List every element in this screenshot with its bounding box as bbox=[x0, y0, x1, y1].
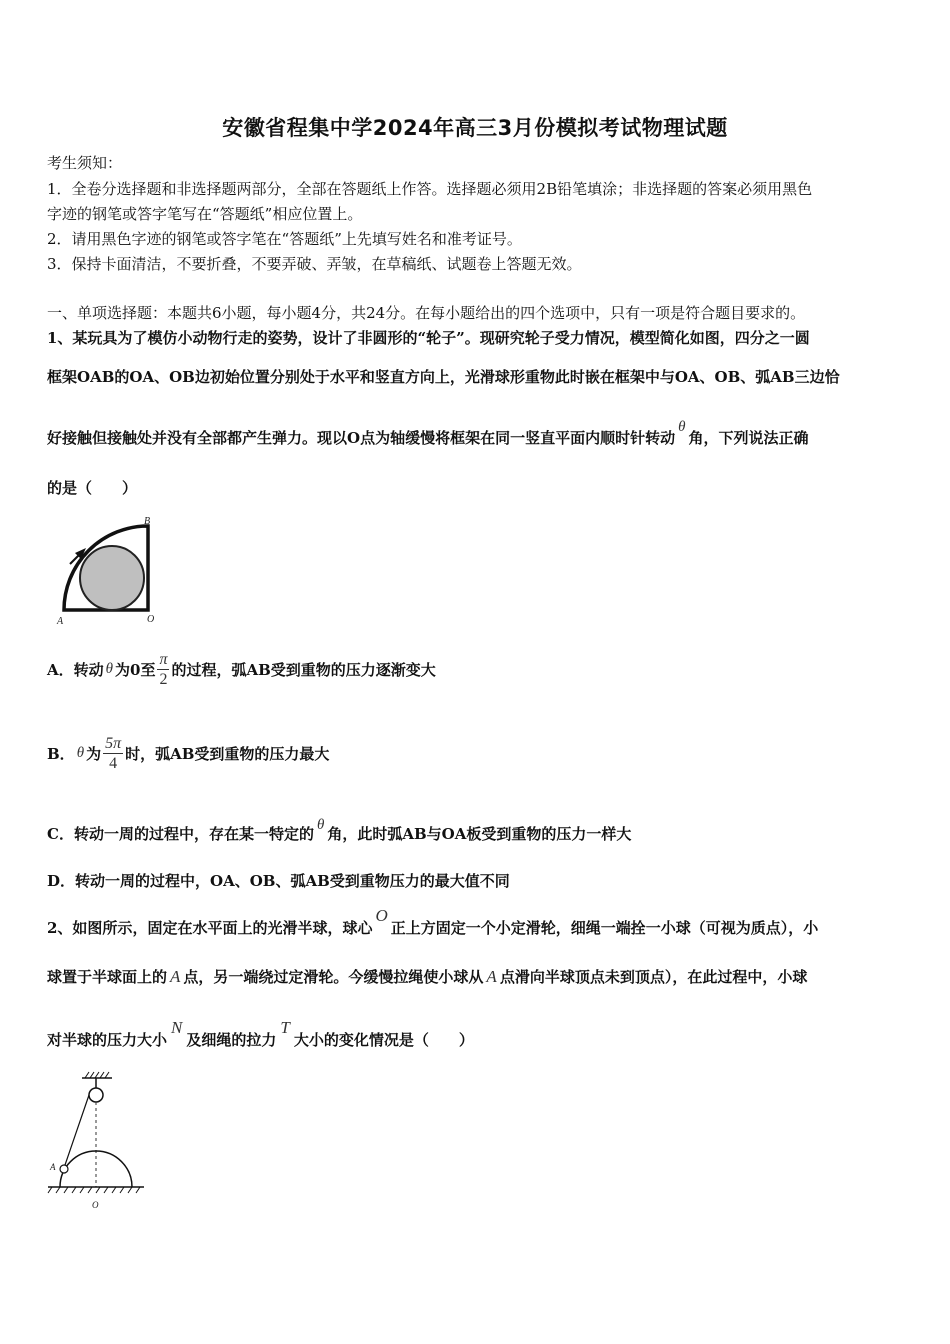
q1-line: 的是（ ） bbox=[47, 479, 138, 497]
q1-line: 框架OAB的OA、OB边初始位置分别处于水平和竖直方向上，光滑球形重物此时嵌在框架中与OA、OB、弧AB三边恰 bbox=[47, 368, 840, 386]
label-A: A bbox=[50, 1162, 56, 1172]
q2-line: 对半球的压力大小N及细绳的拉力T大小的变化情况是（ ） bbox=[47, 1018, 474, 1049]
label-A: A bbox=[57, 616, 64, 627]
fraction: $\frac{\pi}{2}$ bbox=[159, 651, 168, 689]
label-O: O bbox=[147, 614, 155, 625]
q2-line: 2、如图所示，固定在水平面上的光滑半球，球心O正上方固定一个小定滑轮，细绳一端拴一小球（可视为质点），小 bbox=[47, 906, 819, 937]
page-title: 安徽省程集中学2024年高三3月份模拟考试物理试题 bbox=[222, 116, 728, 140]
q1-line: 好接触但接触处并没有全部都产生弹力。现以O点为轴缓慢将框架在同一竖直平面内顺时针转动θ角，下列说法正确 bbox=[47, 419, 809, 447]
fraction: $\frac{5\pi}{4}$ bbox=[105, 735, 122, 773]
q2-line: 球置于半球面上的 A 点，另一端绕过定滑轮。今缓慢拉绳使小球从 A 点滑向半球顶点未到顶点），在此过程中，小球 bbox=[47, 967, 808, 986]
option-d: D．转动一周的过程中，OA、OB、弧AB受到重物压力的最大值不同 bbox=[47, 872, 510, 890]
label-O: O bbox=[92, 1200, 99, 1210]
figure-quarter-frame bbox=[52, 512, 162, 632]
notice-item: 3．保持卡面清洁，不要折叠，不要弄破、弄皱，在草稿纸、试题卷上答题无效。 bbox=[47, 255, 582, 273]
notice-item: 2．请用黑色字迹的钢笔或答字笔在“答题纸”上先填写姓名和准考证号。 bbox=[47, 230, 522, 248]
q1-line: 1、某玩具为了模仿小动物行走的姿势，设计了非圆形的“轮子”。现研究轮子受力情况，模型简化如图，四分之一圆 bbox=[47, 329, 810, 347]
small-ball bbox=[60, 1165, 68, 1173]
theta-symbol: θ bbox=[678, 419, 686, 435]
ball bbox=[80, 546, 144, 610]
option-c: C．转动一周的过程中，存在某一特定的 θ 角，此时弧AB与OA板受到重物的压力一样大 bbox=[47, 817, 632, 843]
figure-hemisphere-pulley bbox=[44, 1070, 154, 1215]
pulley bbox=[89, 1088, 103, 1102]
notice-item: 1．全卷分选择题和非选择题两部分，全部在答题纸上作答。选择题必须用2B铅笔填涂；非选择题的答案必须用黑色 bbox=[47, 180, 813, 198]
notice-item: 字迹的钢笔或答字笔写在“答题纸”相应位置上。 bbox=[47, 205, 363, 223]
label-B: B bbox=[144, 516, 151, 527]
notice-heading: 考生须知： bbox=[47, 154, 123, 172]
rope bbox=[65, 1095, 89, 1165]
option-b: B． θ 为 $\frac{5\pi}{4}$ 时，弧AB受到重物的压力最大 bbox=[47, 735, 330, 773]
option-a: A．转动 θ 为0至 $\frac{\pi}{2}$ 的过程，弧AB受到重物的压力逐渐变大 bbox=[47, 651, 436, 689]
section-heading: 一、单项选择题：本题共6小题，每小题4分，共24分。在每小题给出的四个选项中，只有一项是符合题目要求的。 bbox=[47, 304, 806, 322]
